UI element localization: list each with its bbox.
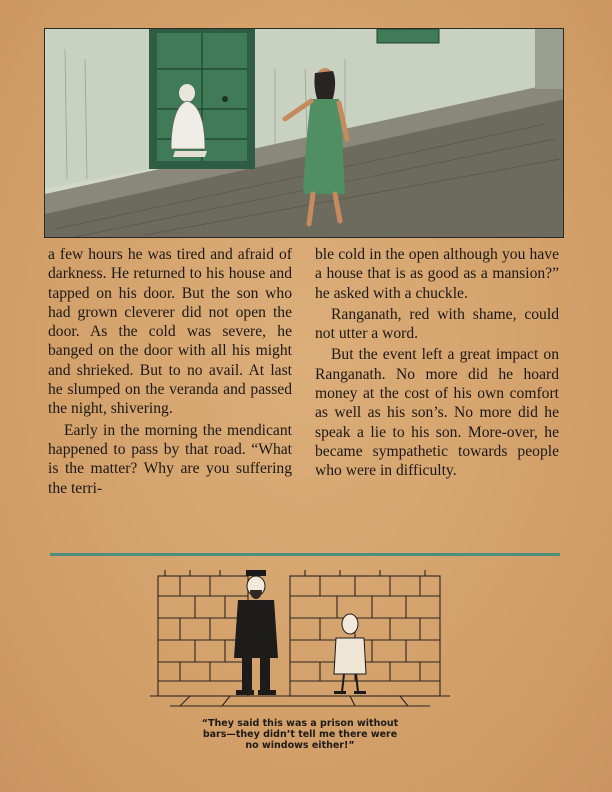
story-column-right	[315, 245, 559, 481]
cartoon-caption	[150, 718, 450, 751]
paragraph: a few hours he was tired and afraid of darkness. He returned to his house and tapped on his door. But the son who had grown cleverer did not open the door. As the cold was severe, he banged on the door with all his might and shrieked. But to no avail. At last he slumped on the veranda and passed the night, shivering.	[48, 246, 292, 418]
caption-line: no windows either!”	[245, 740, 355, 751]
section-divider	[50, 553, 560, 556]
caption-line: bars—they didn’t tell me there were	[202, 729, 398, 740]
paragraph: Early in the morning the mendicant happened to pass by that road. “What is the matter? Why are you suffering the terri-	[48, 421, 292, 497]
prison-cartoon	[150, 566, 450, 714]
mendicant-at-door-illustration	[45, 29, 564, 238]
caption-line: “They said this was a prison without	[201, 718, 399, 729]
paragraph: Ranganath, red with shame, could not utter a word.	[315, 305, 559, 343]
prison-wall-cartoon	[150, 566, 450, 714]
story-illustration	[44, 28, 564, 238]
paragraph: ble cold in the open although you have a house that is as good as a mansion?” he asked with a chuckle.	[315, 246, 559, 302]
paragraph: But the event left a great impact on Ranganath. No more did he hoard money at the cost of his own comfort as well as his son’s. No more did he speak a lie to his son. More-over, he became sympathetic towards people who were in difficulty.	[315, 346, 559, 480]
story-column-left	[48, 245, 292, 498]
